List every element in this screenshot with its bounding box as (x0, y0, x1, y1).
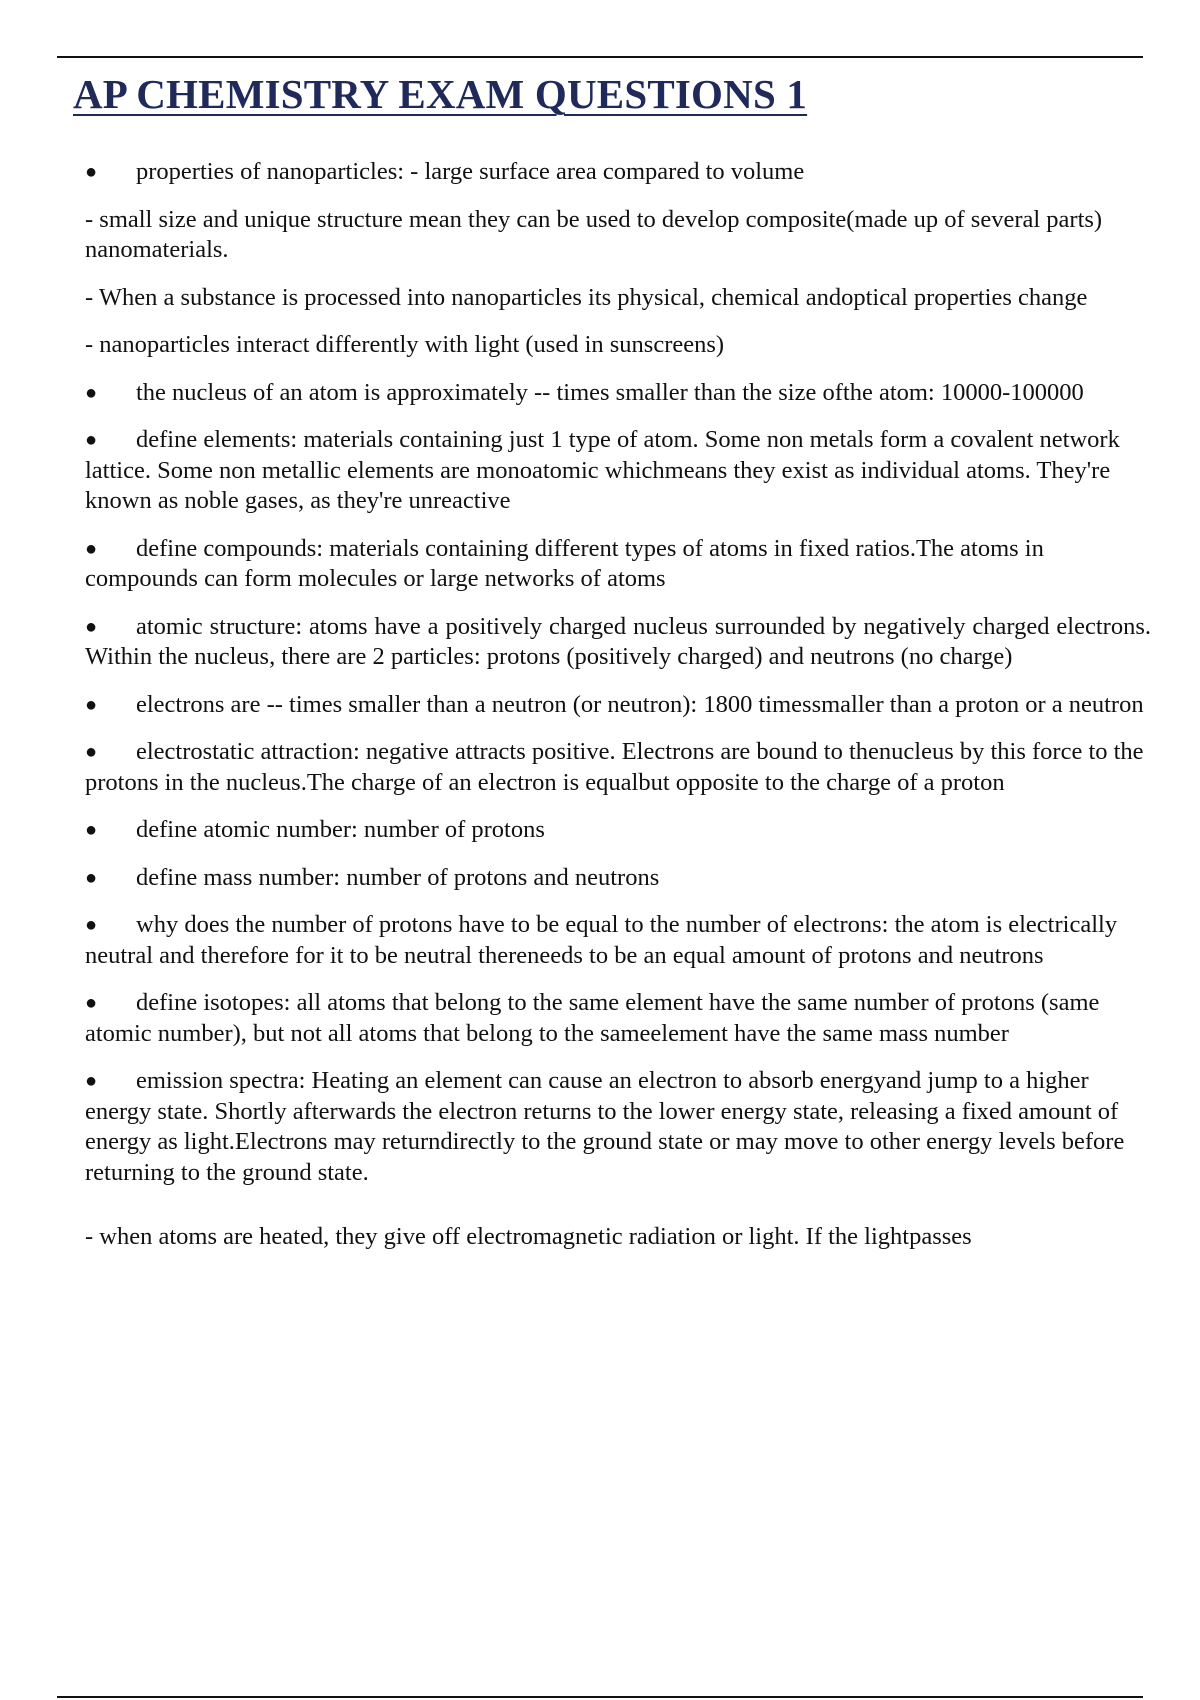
list-item: ● atomic structure: atoms have a positively charged nucleus surrounded by negatively charged electrons. Within the nucleus, there are 2 particles: protons (positively charged) and neutrons (no charge) (85, 612, 1151, 670)
bullet-icon: ● (85, 537, 98, 560)
bullet-icon: ● (85, 615, 98, 638)
bullet-icon: ● (85, 992, 98, 1014)
list-item: ● properties of nanoparticles: - large surface area compared to volume (85, 157, 1151, 188)
list-item: ● define atomic number: number of protons (85, 815, 1151, 846)
list-item: ● define compounds: materials containing different types of atoms in fixed ratios.The atoms in compounds can form molecules or large networks of atoms (85, 534, 1044, 592)
list-item: - When a substance is processed into nanoparticles its physical, chemical andoptical properties change (85, 283, 1088, 311)
bullet-icon: ● (85, 819, 98, 841)
top-rule (57, 56, 1143, 58)
list-item: - small size and unique structure mean they can be used to develop composite(made up of several parts) nanomaterials. (85, 205, 1103, 263)
notes-body (85, 157, 1151, 1270)
list-item: - when atoms are heated, they give off electromagnetic radiation or light. If the lightpasses (85, 1223, 972, 1250)
list-item: - nanoparticles interact differently with light (used in sunscreens) (85, 331, 725, 358)
list-item: ● define mass number: number of protons and neutrons (85, 863, 1151, 894)
bullet-icon: ● (85, 429, 98, 451)
list-item: ● why does the number of protons have to be equal to the number of electrons: the atom is electrically neutral and therefore for it to be neutral thereneeds to be an equal amount of protons and neutrons (85, 911, 1118, 969)
list-item: ● emission spectra: Heating an element can cause an electron to absorb energyand jump to a higher energy state. Shortly afterwards the electron returns to the lower energy state, releasing a fixed amount of energy as light.Electrons may returndirectly to the ground state or may move to other energy levels before returning to the ground state. (85, 1067, 1125, 1186)
bullet-icon: ● (85, 741, 98, 763)
bullet-icon: ● (85, 1070, 98, 1092)
bullet-icon: ● (85, 866, 98, 889)
page-title: AP CHEMISTRY EXAM QUESTIONS 1 (73, 71, 808, 117)
bullet-icon: ● (85, 381, 98, 404)
bottom-rule (57, 1696, 1143, 1698)
list-item: ● define elements: materials containing just 1 type of atom. Some non metals form a covalent network lattice. Some non metallic elements are monoatomic whichmeans they exist as individual atoms. They're known as noble gases, as they're unreactive (85, 426, 1120, 514)
bullet-icon: ● (85, 914, 98, 936)
list-item: ● electrostatic attraction: negative attracts positive. Electrons are bound to thenucleus by this force to the protons in the nucleus.The charge of an electron is equalbut opposite to the charge of a proton (85, 738, 1144, 796)
list-item: ● the nucleus of an atom is approximately -- times smaller than the size ofthe atom: 10000-100000 (85, 378, 1151, 409)
list-item: ● define isotopes: all atoms that belong to the same element have the same number of protons (same atomic number), but not all atoms that belong to the sameelement have the same mass number (85, 989, 1100, 1047)
bullet-icon: ● (85, 693, 98, 716)
list-item: ● electrons are -- times smaller than a neutron (or neutron): 1800 timessmaller than a proton or a neutron (85, 690, 1151, 721)
bullet-icon: ● (85, 161, 98, 183)
